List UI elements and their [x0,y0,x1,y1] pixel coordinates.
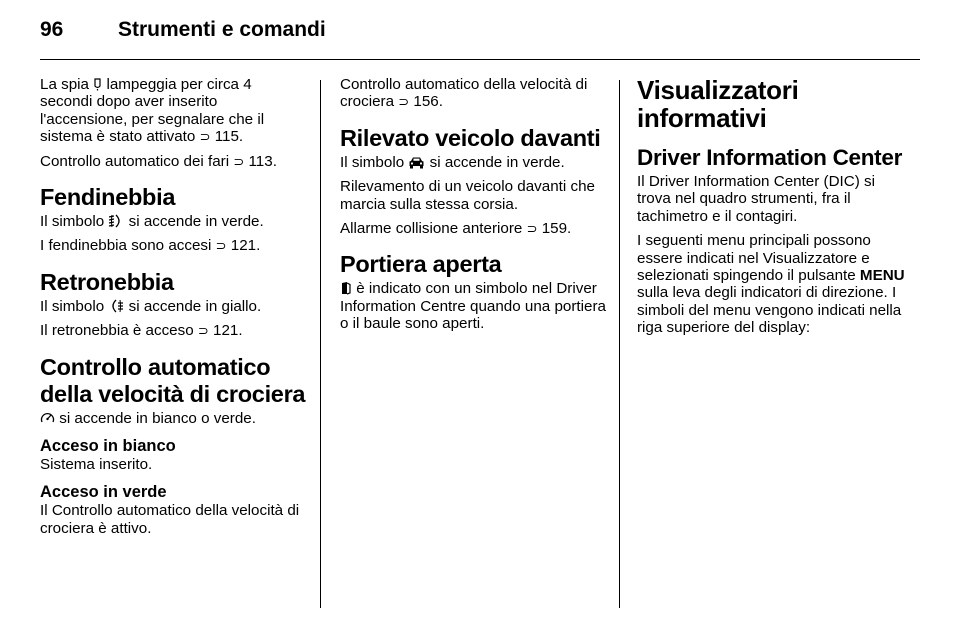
paragraph-cruise-symbol: si accende in bianco o verde. [40,410,306,427]
door-open-icon [340,281,352,295]
reference-arrow-icon: ⊃ [233,153,245,169]
front-fog-light-icon [108,214,124,228]
header-rule [40,59,920,60]
paragraph-fog-on: I fendinebbia sono accesi ⊃ 121. [40,237,261,255]
page-number: 96 [40,18,64,41]
paragraph-auto-lights: Controllo automatico dei fari ⊃ 113. [40,152,277,170]
paragraph-dic-menus: I seguenti menu principali possono essere indicati nel Visualizzatore e selezionati spingendo il pulsante MENU sulla leva degli indicatori di direzione. I simboli del menu vengono indicati nella riga superiore del display: [637,232,905,337]
heading-rilevato-veicolo: Rilevato veicolo davanti [340,124,601,151]
paragraph-dic-location: Il Driver Information Center (DIC) si trova nel quadro strumenti, fra il tachimetro e il contagiri. [637,173,875,225]
headlamp-indicator-icon [93,78,102,91]
paragraph-vehicle-symbol: Il simbolo si accende in verde. [340,153,565,171]
reference-arrow-icon: ⊃ [199,129,211,145]
vehicle-ahead-icon [408,156,425,169]
page-title: Strumenti e comandi [118,18,326,41]
heading-fendinebbia: Fendinebbia [40,184,176,211]
heading-visualizzatori: Visualizzatori informativi [637,75,799,133]
paragraph-spia: La spia lampeggia per circa 4 secondi dopo aver inserito l'accensione, per segnalare che il sistema è stato attivato ⊃ 115. [40,76,265,146]
heading-retronebbia: Retronebbia [40,268,174,295]
paragraph-cruise-active: Il Controllo automatico della velocità di crociera è attivo. [40,502,300,537]
column-1 [40,76,306,544]
heading-acceso-bianco: Acceso in bianco [40,437,176,456]
heading-acceso-verde: Acceso in verde [40,483,167,502]
paragraph-fog-symbol: Il simbolo si accende in verde. [40,213,264,231]
reference-arrow-icon: ⊃ [398,94,410,110]
reference-arrow-icon: ⊃ [526,221,538,237]
menu-button-label: MENU [859,267,905,285]
rear-fog-light-icon [108,299,124,313]
page-header [40,18,326,42]
paragraph-cruise-ref: Controllo automatico della velocità di crociera ⊃ 156. [340,76,588,111]
paragraph-system-armed: Sistema inserito. [40,456,153,474]
paragraph-collision-alert: Allarme collisione anteriore ⊃ 159. [340,220,572,238]
column-2 [340,76,608,340]
heading-portiera-aperta: Portiera aperta [340,251,502,278]
paragraph-vehicle-detection: Rilevamento di un veicolo davanti che marcia sulla stessa corsia. [340,178,595,213]
paragraph-rear-fog-on: Il retronebbia è acceso ⊃ 121. [40,322,243,340]
reference-arrow-icon: ⊃ [197,323,209,339]
paragraph-rear-fog-symbol: Il simbolo si accende in giallo. [40,297,262,315]
column-divider-2 [619,80,620,608]
paragraph-door-open: è indicato con un simbolo nel Driver Information Centre quando una portiera o il baule sono aperti. [340,280,606,333]
column-divider-1 [320,80,321,608]
heading-cruise-control: Controllo automatico della velocità di crociera [40,353,306,407]
heading-driver-information-center: Driver Information Center [637,145,903,170]
column-3 [637,76,907,344]
reference-arrow-icon: ⊃ [215,238,227,254]
cruise-control-icon [40,411,55,425]
